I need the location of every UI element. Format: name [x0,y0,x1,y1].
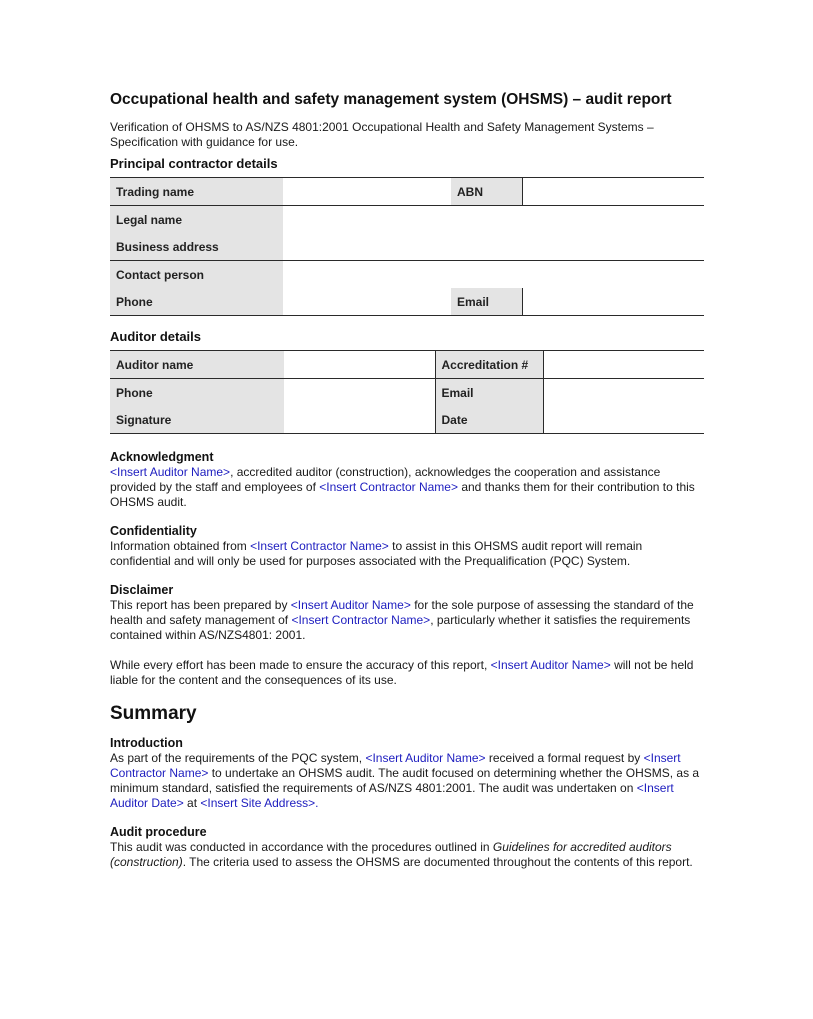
table-row [110,379,704,407]
abn-label: ABN [451,178,522,206]
date-label: Date [435,406,543,434]
acknowledgment-paragraph: <Insert Auditor Name>, accredited auditor (construction), acknowledges the cooperation and assistance provided by the staff and employees of <Insert Contractor Name> and thanks them for their contribution to this OHSMS audit. [110,465,695,509]
table-row [110,233,704,261]
signature-field[interactable] [284,406,435,434]
auditor-email-field[interactable] [543,379,704,407]
auditor-phone-field[interactable] [284,379,435,407]
table-row [110,178,704,206]
auditor-date-placeholder[interactable]: <Insert Auditor Date> [110,781,674,810]
document-title: Occupational health and safety management system (OHSMS) – audit report [110,91,672,108]
email-field[interactable] [522,288,704,316]
disclaimer-paragraph-2: While every effort has been made to ensure the accuracy of this report, <Insert Auditor Name> will not be held liable for the content and the consequences of its use. [110,658,694,687]
audit-procedure-heading: Audit procedure [110,825,207,839]
contractor-name-placeholder[interactable]: <Insert Contractor Name> [110,751,681,780]
disclaimer-paragraph-1: This report has been prepared by <Insert Auditor Name> for the sole purpose of assessing the standard of the health and safety management of <Insert Contractor Name>, particularly whether it satisfies the requirements contained within AS/NZS4801: 2001. [110,598,694,642]
auditor-details-table [110,350,704,434]
introduction-heading: Introduction [110,736,183,750]
auditor-name-field[interactable] [284,351,435,379]
principal-contractor-heading: Principal contractor details [110,156,278,171]
table-row [110,406,704,434]
introduction-paragraph: As part of the requirements of the PQC system, <Insert Auditor Name> received a formal request by <Insert Contractor Name> to undertake an OHSMS audit. The audit focused on determining whether the OHSMS, as a minimum standard, satisfied the requirements of AS/NZS 4801:2001. The audit was undertaken on <Insert Auditor Date> at <Insert Site Address>. [110,751,700,810]
legal-name-field[interactable] [283,206,704,234]
auditor-email-label: Email [435,379,543,407]
acknowledgment-heading: Acknowledgment [110,450,214,464]
phone-label: Phone [110,288,283,316]
guidelines-title: Guidelines for accredited auditors (construction) [110,840,672,869]
auditor-name-label: Auditor name [110,351,284,379]
business-address-field[interactable] [283,233,704,261]
contractor-name-placeholder[interactable]: <Insert Contractor Name> [291,613,431,627]
contractor-name-placeholder[interactable]: <Insert Contractor Name> [319,480,458,494]
phone-field[interactable] [283,288,451,316]
auditor-phone-label: Phone [110,379,284,407]
auditor-details-heading: Auditor details [110,329,202,344]
table-row [110,206,704,234]
auditor-name-placeholder[interactable]: <Insert Auditor Name> [490,658,611,672]
abn-field[interactable] [522,178,704,206]
date-field[interactable] [543,406,704,434]
trading-name-label: Trading name [110,178,283,206]
disclaimer-heading: Disclaimer [110,583,174,597]
intro-paragraph: Verification of OHSMS to AS/NZS 4801:2001 Occupational Health and Safety Management Systems – Specification with guidance for use. [110,120,654,149]
table-row [110,288,704,316]
confidentiality-heading: Confidentiality [110,524,197,538]
document-body [110,90,704,870]
legal-name-label: Legal name [110,206,283,234]
contact-person-field[interactable] [283,261,704,289]
signature-label: Signature [110,406,284,434]
table-row [110,351,704,379]
accreditation-field[interactable] [543,351,704,379]
table-row [110,261,704,289]
summary-heading: Summary [110,703,197,724]
accreditation-label: Accreditation # [435,351,543,379]
audit-procedure-paragraph: This audit was conducted in accordance with the procedures outlined in Guidelines for accredited auditors (construction). The criteria used to assess the OHSMS are documented throughout the contents of this report. [110,840,693,869]
email-label: Email [451,288,522,316]
auditor-name-placeholder[interactable]: <Insert Auditor Name> [365,751,486,765]
auditor-name-placeholder[interactable]: <Insert Auditor Name> [290,598,411,612]
confidentiality-paragraph: Information obtained from <Insert Contractor Name> to assist in this OHSMS audit report will remain confidential and will only be used for purposes associated with the Prequalification (PQC) System. [110,539,643,568]
auditor-name-placeholder[interactable]: <Insert Auditor Name> [110,465,231,479]
contractor-name-placeholder[interactable]: <Insert Contractor Name> [250,539,389,553]
site-address-placeholder[interactable]: <Insert Site Address>. [200,796,319,810]
contact-person-label: Contact person [110,261,283,289]
principal-contractor-table [110,177,704,316]
business-address-label: Business address [110,233,283,261]
trading-name-field[interactable] [283,178,451,206]
